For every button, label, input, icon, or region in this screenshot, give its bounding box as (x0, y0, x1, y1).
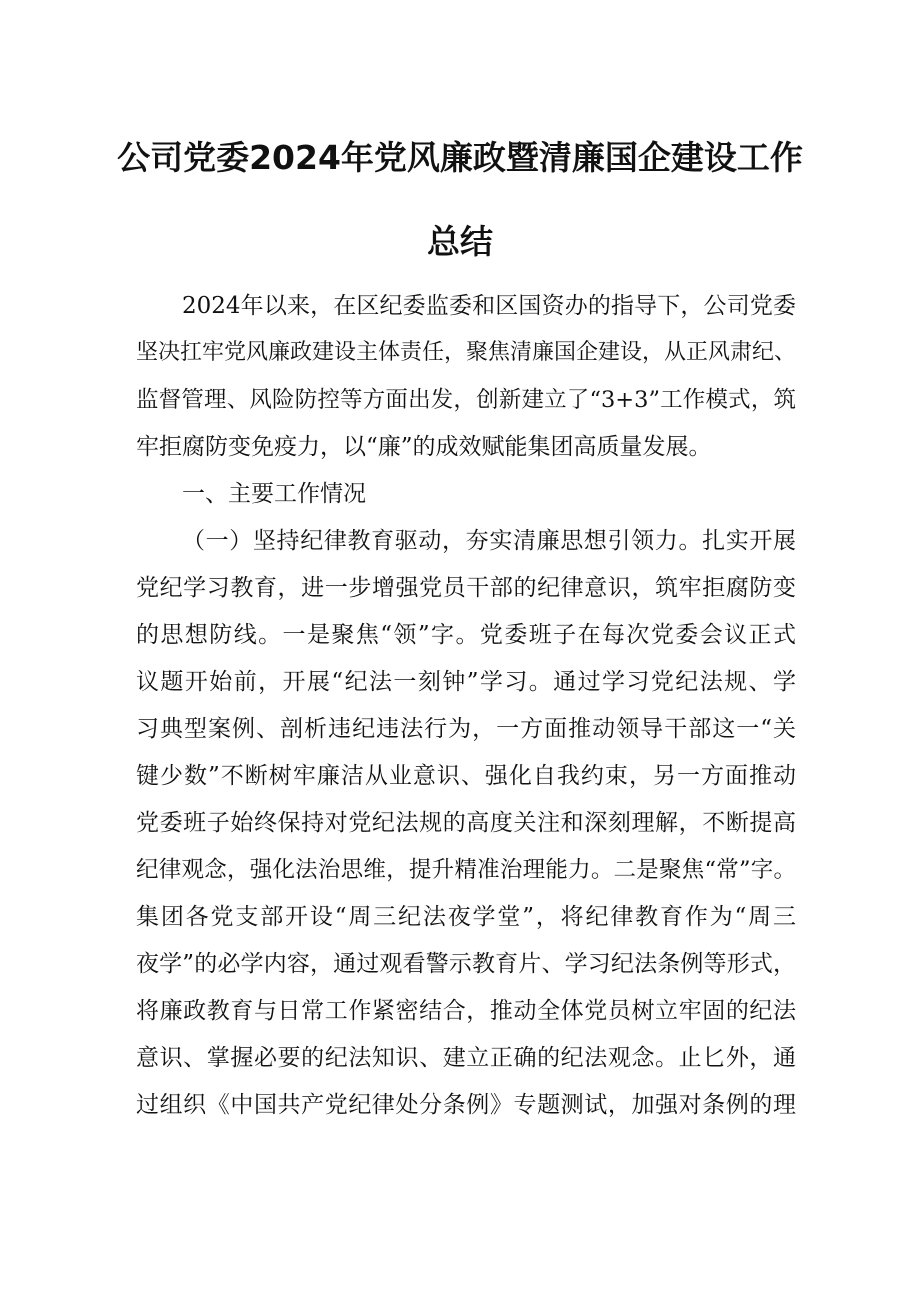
paragraph-line: 坚决扛牢党风廉政建设主体责任，聚焦清廉国企建设，从正风肃纪、 (136, 340, 797, 365)
paragraph-line: 将廉政教育与日常工作紧密结合，推动全体党员树立牢固的纪法 (136, 998, 796, 1024)
paragraph-line: 的思想防线。一是聚焦“领”字。党委班子在每次党委会议正式 (136, 622, 796, 648)
paragraph-line: 过组织《中国共产党纪律处分条例》专题测试，加强对条例的理 (136, 1092, 796, 1118)
paragraph-line: 集团各党支部开设“周三纪法夜学堂”，将纪律教育作为“周三 (136, 904, 796, 930)
document-title-line-2: 总结 (427, 222, 493, 261)
section-heading: 一、主要工作情况 (182, 481, 366, 507)
document-title-line-1: 公司党委2024年党风廉政暨清廉国企建设工作 (117, 138, 803, 177)
paragraph-line: 夜学”的必学内容，通过观看警示教育片、学习纪法条例等形式， (136, 951, 796, 977)
paragraph-line: （一）坚持纪律教育驱动，夯实清廉思想引领力。扎实开展 (182, 528, 796, 554)
paragraph-line: 习典型案例、剖析违纪违法行为，一方面推动领导干部这一“关 (136, 716, 796, 742)
paragraph-line: 2024年以来，在区纪委监委和区国资办的指导下，公司党委 (182, 293, 796, 319)
paragraph-line: 监督管理、风险防控等方面出发，创新建立了“3+3”工作模式，筑 (136, 387, 796, 413)
paragraph-line: 牢拒腐防变免疫力，以“廉”的成效赋能集团高质量发展。 (136, 434, 712, 460)
paragraph-line: 键少数”不断树牢廉洁从业意识、强化自我约束，另一方面推动 (136, 763, 796, 789)
paragraph-line: 纪律观念，强化法治思维，提升精准治理能力。二是聚焦“常”字。 (136, 857, 796, 883)
paragraph-line: 党纪学习教育，进一步增强党员干部的纪律意识，筑牢拒腐防变 (136, 575, 796, 601)
paragraph-line: 党委班子始终保持对党纪法规的高度关注和深刻理解，不断提高 (136, 810, 796, 836)
paragraph-line: 议题开始前，开展“纪法一刻钟”学习。通过学习党纪法规、学 (136, 669, 796, 695)
paragraph-line: 意识、掌握必要的纪法知识、建立正确的纪法观念。止匕外，通 (136, 1045, 796, 1071)
